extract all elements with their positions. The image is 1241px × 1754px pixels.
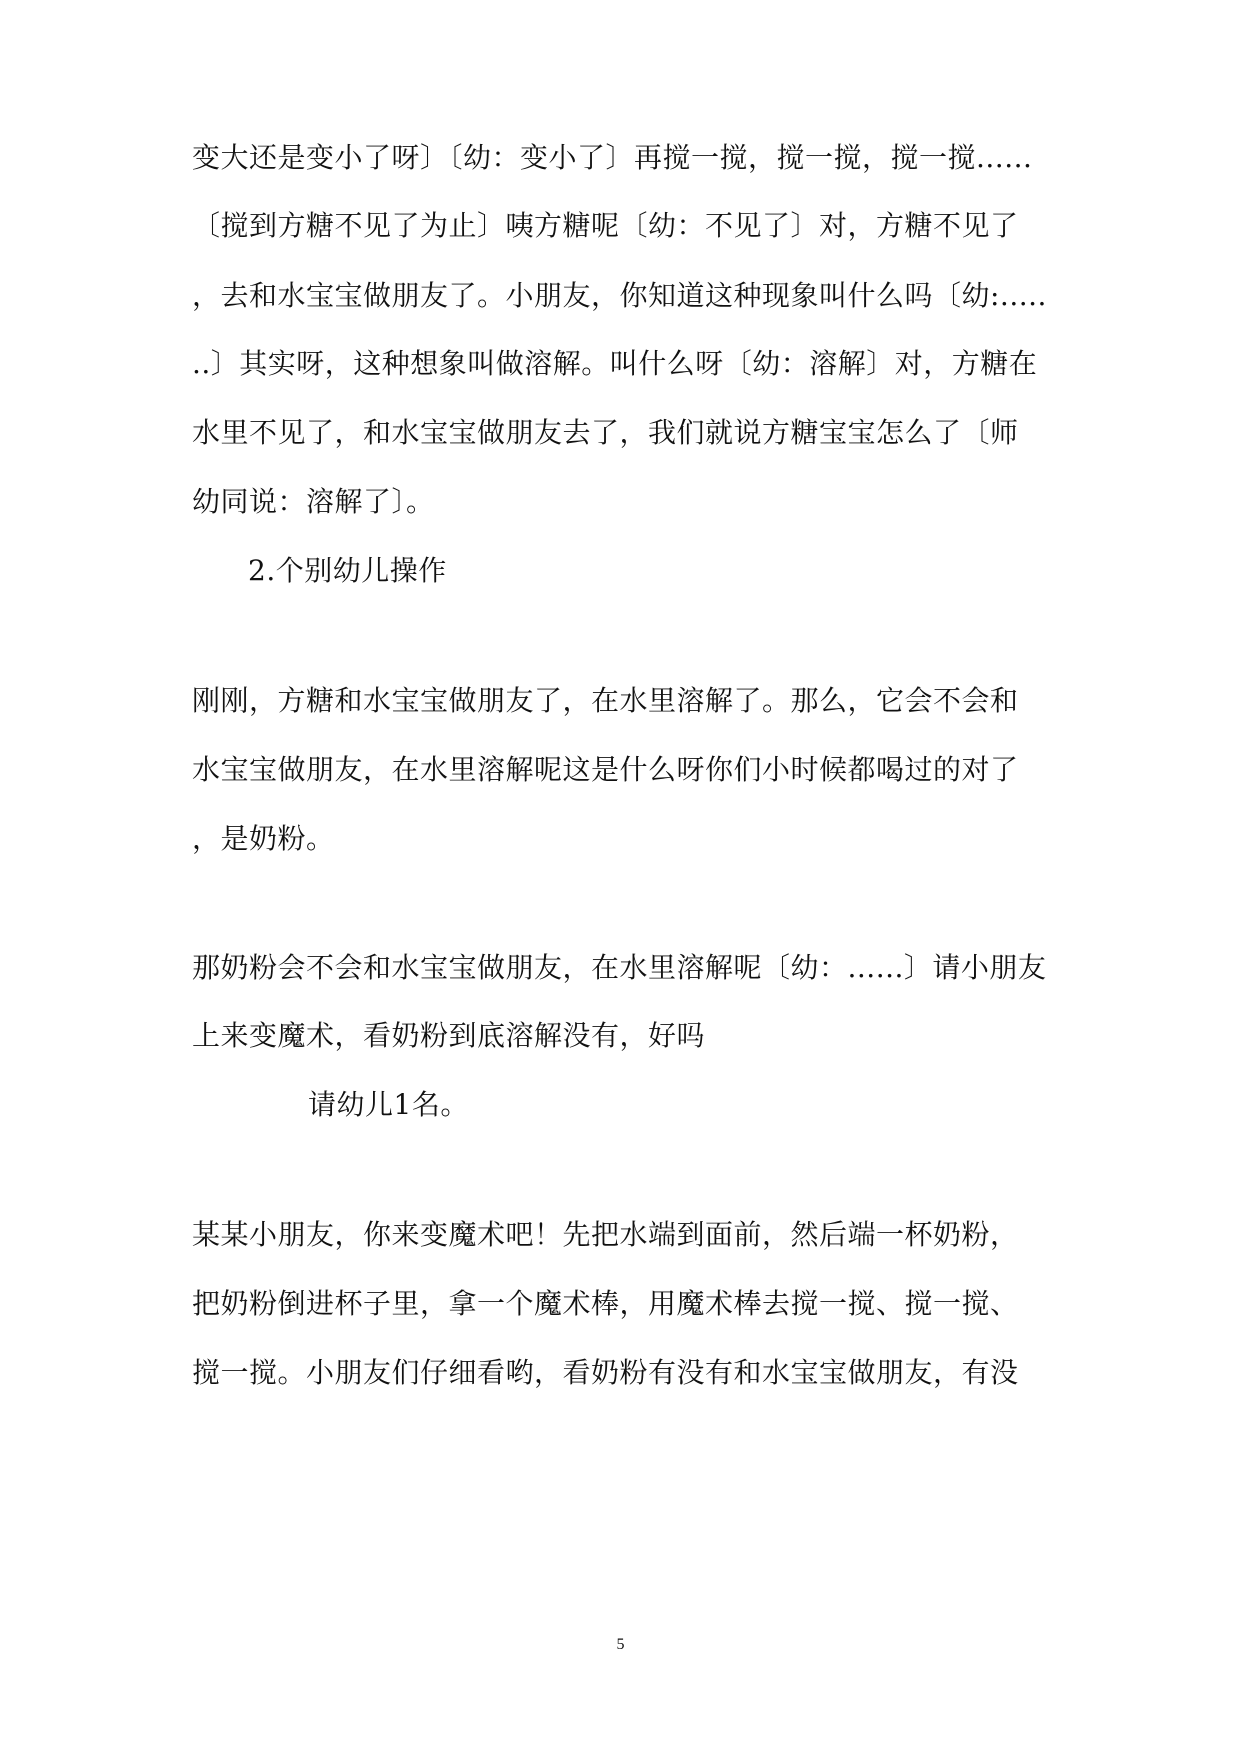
text-line: 刚刚，方糖和水宝宝做朋友了，在水里溶解了。那么，它会不会和 [192, 684, 1019, 717]
text-line: 水里不见了，和水宝宝做朋友去了，我们就说方糖宝宝怎么了〔师 [192, 416, 1019, 449]
text-line: 〔搅到方糖不见了为止〕咦方糖呢〔幼：不见了〕对，方糖不见了 [192, 209, 1019, 242]
text-line: ，去和水宝宝做朋友了。小朋友，你知道这种现象叫什么吗〔幼:..... [192, 279, 1047, 312]
text-line: 那奶粉会不会和水宝宝做朋友，在水里溶解呢〔幼：......〕请小朋友 [192, 951, 1047, 984]
page-number: 5 [616, 1636, 625, 1653]
text-line: 水宝宝做朋友，在水里溶解呢这是什么呀你们小时候都喝过的对了 [192, 753, 1019, 786]
section-heading: 2.个别幼儿操作 [248, 554, 447, 587]
instruction-line: 请幼儿1名。 [308, 1088, 469, 1121]
text-line: 变大还是变小了呀〕〔幼：变小了〕再搅一搅，搅一搅，搅一搅...... [192, 141, 1033, 174]
text-line: 搅一搅。小朋友们仔细看哟，看奶粉有没有和水宝宝做朋友，有没 [192, 1356, 1019, 1389]
text-line: 把奶粉倒进杯子里，拿一个魔术棒，用魔术棒去搅一搅、搅一搅、 [192, 1287, 1019, 1320]
text-line: 某某小朋友，你来变魔术吧！先把水端到面前，然后端一杯奶粉， [192, 1218, 1019, 1251]
text-line: 幼同说：溶解了〕。 [192, 485, 435, 518]
text-line: ..〕其实呀，这种想象叫做溶解。叫什么呀〔幼：溶解〕对，方糖在 [192, 347, 1038, 380]
text-line: ，是奶粉。 [192, 822, 335, 855]
text-line: 上来变魔术，看奶粉到底溶解没有，好吗 [192, 1019, 706, 1052]
